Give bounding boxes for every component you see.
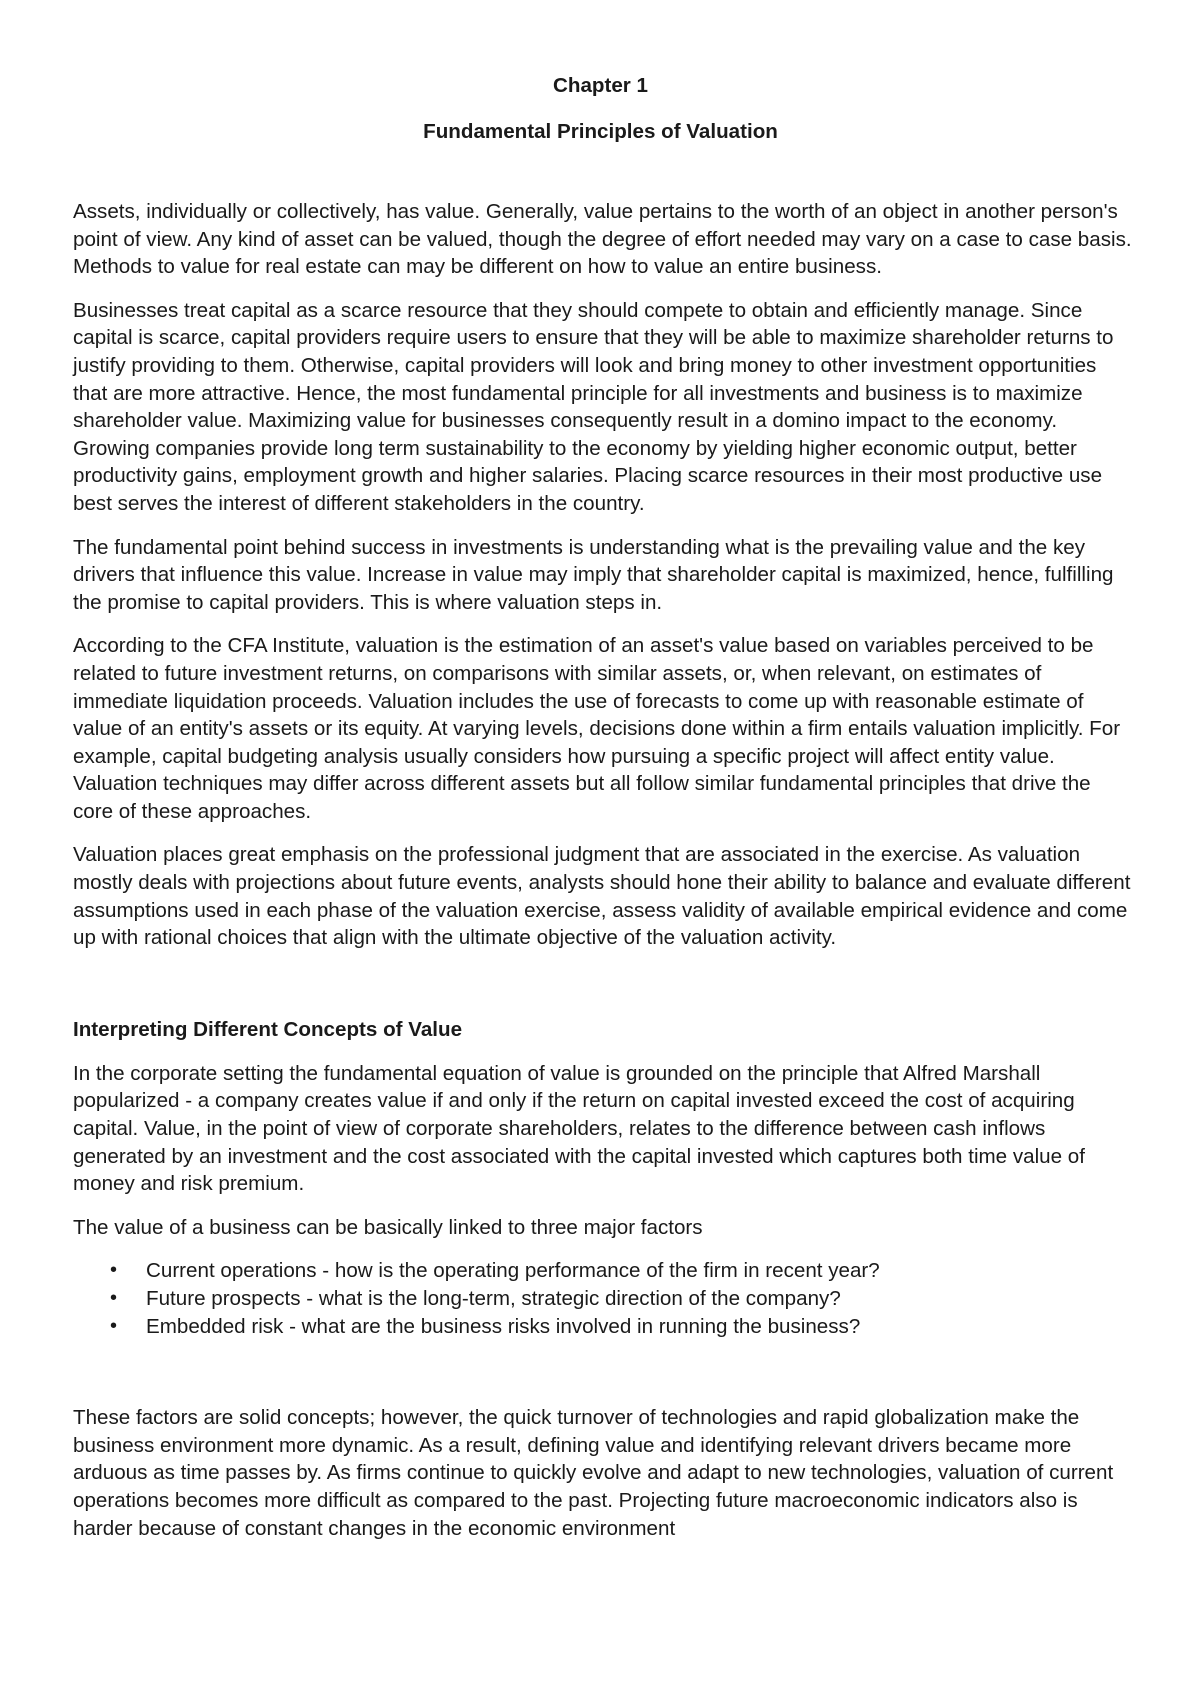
paragraph-assets-value: Assets, individually or collectively, has value. Generally, value pertains to the worth of an object in another person's point of view. Any kind of asset can be valued, though the degree of effort needed may vary on a case to case basis. Methods to value for real estate can may be different on how to value an entire business. — [73, 200, 1132, 279]
paragraph-three-factors: The value of a business can be basically linked to three major factors — [73, 1215, 703, 1239]
paragraph-capital-scarce: Businesses treat capital as a scarce resource that they should compete to obtain and efficiently manage. Since capital is scarce, capital providers require users to ensure that they will be able to maximize shareholder returns to justify providing to them. Otherwise, capital providers will look and bring money to other investment opportunities that are more attractive. Hence, the most fundamental principle for all investments and business is to maximize shareholder value. Maximizing value for businesses consequently result in a domino impact to the economy. Growing companies provide long term sustainability to the economy by yielding higher economic output, better productivity gains, employment growth and higher salaries. Placing scarce resources in their most productive use best serves the interest of different stakeholders in the country. — [73, 298, 1114, 515]
paragraph-professional-judgment: Valuation places great emphasis on the professional judgment that are associated in the exercise. As valuation mostly deals with projections about future events, analysts should hone their ability to balance and evaluate different assumptions used in each phase of the valuation exercise, assess validity of available empirical evidence and come up with rational choices that align with the ultimate objective of the valuation activity. — [73, 843, 1131, 950]
list-item-text: Future prospects - what is the long-term, strategic direction of the company? — [146, 1287, 841, 1310]
chapter-title: Fundamental Principles of Valuation — [423, 120, 778, 143]
bullet-icon: • — [110, 1314, 118, 1337]
chapter-number: Chapter 1 — [553, 74, 648, 97]
paragraph-corporate-setting: In the corporate setting the fundamental equation of value is grounded on the principle that Alfred Marshall popularized - a company creates value if and only if the return on capital invested exceed the cost of acquiring capital. Value, in the point of view of corporate shareholders, relates to the difference between cash inflows generated by an investment and the cost associated with the capital invested which captures both time value of money and risk premium. — [73, 1061, 1085, 1196]
spacer — [73, 1356, 1128, 1404]
paragraph-success-investments: The fundamental point behind success in investments is understanding what is the prevailing value and the key drivers that influence this value. Increase in value may imply that shareholder capital is maximized, hence, fulfilling the promise to capital providers. This is where valuation steps in. — [73, 535, 1114, 614]
paragraph-solid-concepts: These factors are solid concepts; however, the quick turnover of technologies and rapid globalization make the business environment more dynamic. As a result, defining value and identifying relevant drivers became more arduous as time passes by. As firms continue to quickly evolve and adapt to new technologies, valuation of current operations becomes more difficult as compared to the past. Projecting future macroeconomic indicators also is harder because of constant changes in the economic environment — [73, 1406, 1114, 1540]
list-item-text: Embedded risk - what are the business risks involved in running the business? — [146, 1314, 861, 1338]
list-item — [73, 1313, 1128, 1341]
list-item — [73, 1257, 1128, 1285]
list-item — [73, 1285, 1128, 1313]
bullet-icon: • — [110, 1259, 118, 1282]
list-item-text: Current operations - how is the operating performance of the firm in recent year? — [146, 1259, 880, 1283]
factors-list — [73, 1257, 1128, 1340]
bullet-icon: • — [110, 1287, 118, 1309]
section-heading: Interpreting Different Concepts of Value — [73, 1017, 463, 1041]
paragraph-cfa-definition: According to the CFA Institute, valuation is the estimation of an asset's value based on variables perceived to be related to future investment returns, on comparisons with similar assets, or, when relevant, on estimates of immediate liquidation proceeds. Valuation includes the use of forecasts to come up with reasonable estimate of value of an entity's assets or its equity. At varying levels, decisions done within a firm entails valuation implicitly. For example, capital budgeting analysis usually considers how pursuing a specific project will affect entity value. Valuation techniques may differ across different assets but all follow similar fundamental principles that drive the core of these approaches. — [73, 634, 1121, 823]
